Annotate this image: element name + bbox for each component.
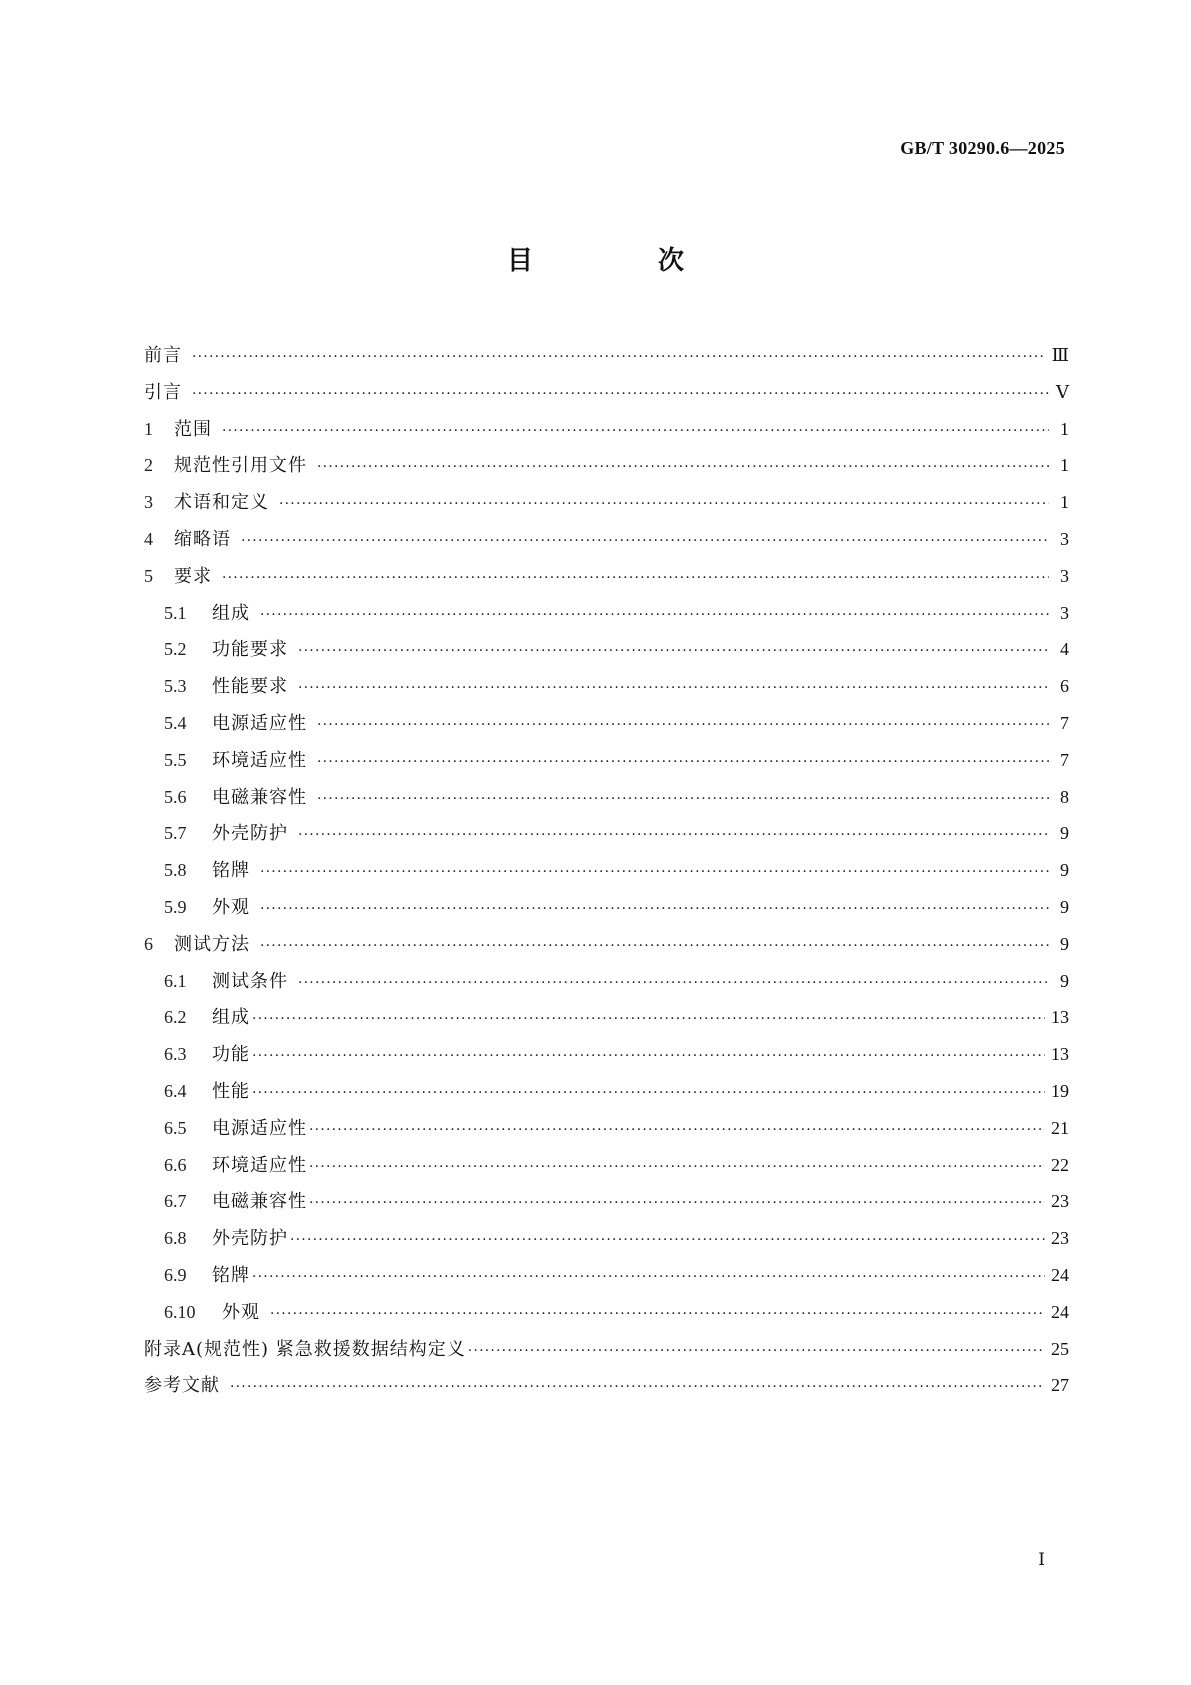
toc-entry-label: 规范性引用文件	[174, 455, 307, 477]
toc-entry[interactable]	[144, 337, 1069, 374]
dot-leader	[192, 339, 1046, 376]
toc-entry[interactable]	[144, 1183, 1069, 1220]
toc-entry-page: 9	[1060, 860, 1069, 881]
dot-leader	[298, 633, 1049, 670]
toc-entry-label: 电源适应性	[212, 1117, 307, 1139]
toc-entry-label: 铭牌	[212, 1264, 250, 1286]
toc-entry-number: 6.3	[164, 1044, 187, 1065]
toc-entry-page: 24	[1051, 1301, 1069, 1322]
toc-entry-page: 13	[1051, 1044, 1069, 1065]
dot-leader	[192, 376, 1049, 413]
toc-entry-page: 27	[1051, 1375, 1069, 1396]
toc-entry-number: 5.6	[164, 786, 187, 807]
dot-leader	[279, 486, 1049, 523]
dot-leader	[222, 560, 1049, 597]
toc-entry[interactable]	[144, 1331, 1069, 1368]
toc-entry[interactable]	[144, 374, 1069, 411]
toc-entry[interactable]	[144, 595, 1069, 632]
toc-entry-number: 6.4	[164, 1080, 187, 1101]
toc-entry[interactable]	[144, 815, 1069, 852]
toc-entry[interactable]	[144, 1257, 1069, 1294]
document-code: GB/T 30290.6—2025	[900, 138, 1065, 158]
toc-entry[interactable]	[144, 1294, 1069, 1331]
toc-entry-number: 6.5	[164, 1117, 187, 1138]
toc-entry-label: 功能要求	[212, 639, 288, 661]
toc-entry-number: 6.8	[164, 1228, 187, 1249]
toc-entry-label: 功能	[212, 1044, 250, 1066]
toc-entry-label: 测试方法	[174, 933, 250, 955]
toc-entry-page: 3	[1060, 528, 1069, 549]
toc-entry-label: 电磁兼容性	[212, 786, 307, 808]
toc-entry-number: 6.7	[164, 1191, 187, 1212]
toc-entry-page: 9	[1060, 933, 1069, 954]
toc-entry-page: 4	[1060, 639, 1069, 660]
toc-entry[interactable]	[144, 411, 1069, 448]
dot-leader	[222, 413, 1049, 450]
dot-leader	[260, 597, 1049, 634]
toc-entry-page: 23	[1051, 1228, 1069, 1249]
toc-entry-number: 2	[144, 455, 153, 476]
dot-leader	[309, 1185, 1045, 1222]
toc-entry[interactable]	[144, 779, 1069, 816]
toc-entry-label: 缩略语	[174, 528, 231, 550]
toc-entry[interactable]	[144, 1036, 1069, 1073]
toc-entry-page: 9	[1060, 896, 1069, 917]
toc-entry-page: 3	[1060, 602, 1069, 623]
toc-entry-label: 环境适应性	[212, 749, 307, 771]
toc-entry-label: 电磁兼容性	[212, 1191, 307, 1213]
toc-entry[interactable]	[144, 1073, 1069, 1110]
toc-entry[interactable]	[144, 963, 1069, 1000]
toc-entry-label: 参考文献	[144, 1375, 220, 1397]
toc-entry-page: 9	[1060, 823, 1069, 844]
toc-entry-number: 6	[144, 933, 153, 954]
dot-leader	[290, 1222, 1045, 1259]
toc-entry[interactable]	[144, 1367, 1069, 1404]
dot-leader	[298, 817, 1049, 854]
dot-leader	[241, 523, 1049, 560]
toc-entry-page: Ⅴ	[1056, 381, 1069, 402]
toc-entry-page: 13	[1051, 1007, 1069, 1028]
toc-entry-label: 铭牌	[212, 860, 250, 882]
toc-entry-label: 性能	[212, 1080, 250, 1102]
toc-entry-number: 6.6	[164, 1154, 187, 1175]
toc-entry-label: 外壳防护	[212, 823, 288, 845]
toc-entry-label: 要求	[174, 565, 212, 587]
toc-entry-number: 6.2	[164, 1007, 187, 1028]
dot-leader	[260, 928, 1049, 965]
dot-leader	[230, 1369, 1045, 1406]
dot-leader	[252, 1001, 1045, 1038]
toc-entry-page: 25	[1051, 1338, 1069, 1359]
toc-entry[interactable]	[144, 742, 1069, 779]
toc-entry-page: 21	[1051, 1117, 1069, 1138]
dot-leader	[317, 781, 1049, 818]
dot-leader	[298, 670, 1049, 707]
page-number: Ⅰ	[1038, 1550, 1045, 1569]
toc-entry-label: 环境适应性	[212, 1154, 307, 1176]
toc-entry-page: 1	[1060, 418, 1069, 439]
toc-entry-page: 19	[1051, 1080, 1069, 1101]
toc-entry-page: 1	[1060, 492, 1069, 513]
toc-entry-page: 6	[1060, 676, 1069, 697]
toc-entry[interactable]	[144, 668, 1069, 705]
toc-entry[interactable]	[144, 705, 1069, 742]
dot-leader	[260, 891, 1049, 928]
toc-entry-page: Ⅲ	[1051, 345, 1069, 365]
toc-entry-page: 9	[1060, 970, 1069, 991]
dot-leader	[260, 854, 1049, 891]
toc-entry-label: 外观	[222, 1301, 260, 1323]
toc-entry[interactable]	[144, 484, 1069, 521]
toc-entry-label: 测试条件	[212, 970, 288, 992]
dot-leader	[309, 1149, 1045, 1186]
toc-entry-label: 前言	[144, 345, 182, 366]
toc-entry-page: 8	[1060, 786, 1069, 807]
toc-entry-number: 5.8	[164, 860, 187, 881]
toc-entry-label: 组成	[212, 602, 250, 624]
toc-entry-number: 5.1	[164, 602, 187, 623]
dot-leader	[468, 1333, 1045, 1370]
toc-entry-label: 术语和定义	[174, 492, 269, 514]
toc-entry-page: 7	[1060, 749, 1069, 770]
dot-leader	[317, 707, 1049, 744]
toc-entry[interactable]	[144, 521, 1069, 558]
toc-entry-label: 外观	[212, 896, 250, 918]
toc-entry-page: 22	[1051, 1154, 1069, 1175]
toc-entry[interactable]	[144, 889, 1069, 926]
dot-leader	[317, 744, 1049, 781]
toc-entry-label: 范围	[174, 418, 212, 440]
toc-entry-page: 23	[1051, 1191, 1069, 1212]
toc-entry[interactable]	[144, 1110, 1069, 1147]
toc-entry[interactable]	[144, 1147, 1069, 1184]
dot-leader	[252, 1075, 1045, 1112]
toc-entry-number: 6.9	[164, 1264, 187, 1285]
dot-leader	[317, 449, 1049, 486]
toc-entry-label: 外壳防护	[212, 1228, 288, 1250]
toc-entry-number: 4	[144, 528, 153, 549]
toc-entry[interactable]	[144, 447, 1069, 484]
toc-entry-number: 1	[144, 418, 153, 439]
toc-entry-number: 3	[144, 492, 153, 513]
toc-entry-number: 6.1	[164, 970, 187, 991]
toc-entry[interactable]	[144, 852, 1069, 889]
toc-entry-number: 5	[144, 565, 153, 586]
toc-entry[interactable]	[144, 926, 1069, 963]
table-of-contents	[144, 337, 1069, 1404]
toc-entry-number: 5.2	[164, 639, 187, 660]
dot-leader	[309, 1112, 1045, 1149]
toc-entry-label: 性能要求	[212, 676, 288, 698]
toc-entry-page: 1	[1060, 455, 1069, 476]
toc-entry-number: 5.7	[164, 823, 187, 844]
dot-leader	[270, 1296, 1045, 1333]
toc-entry-number: 6.10	[164, 1301, 196, 1322]
toc-entry-page: 24	[1051, 1264, 1069, 1285]
toc-entry-label: 电源适应性	[212, 712, 307, 734]
toc-entry-label: 组成	[212, 1007, 250, 1029]
toc-entry-page: 7	[1060, 712, 1069, 733]
toc-entry-number: 5.5	[164, 749, 187, 770]
toc-entry-label: 引言	[144, 381, 182, 403]
toc-entry[interactable]	[144, 631, 1069, 668]
toc-entry[interactable]	[144, 558, 1069, 595]
toc-entry-number: 5.9	[164, 896, 187, 917]
page-title: 目 次	[506, 246, 743, 276]
dot-leader	[252, 1038, 1045, 1075]
dot-leader	[298, 965, 1049, 1002]
dot-leader	[252, 1259, 1045, 1296]
toc-entry-number: 5.3	[164, 676, 187, 697]
toc-entry[interactable]	[144, 999, 1069, 1036]
toc-entry-number: 5.4	[164, 712, 187, 733]
toc-entry[interactable]	[144, 1220, 1069, 1257]
toc-entry-page: 3	[1060, 565, 1069, 586]
toc-entry-label: 附录A(规范性) 紧急救援数据结构定义	[144, 1338, 466, 1360]
